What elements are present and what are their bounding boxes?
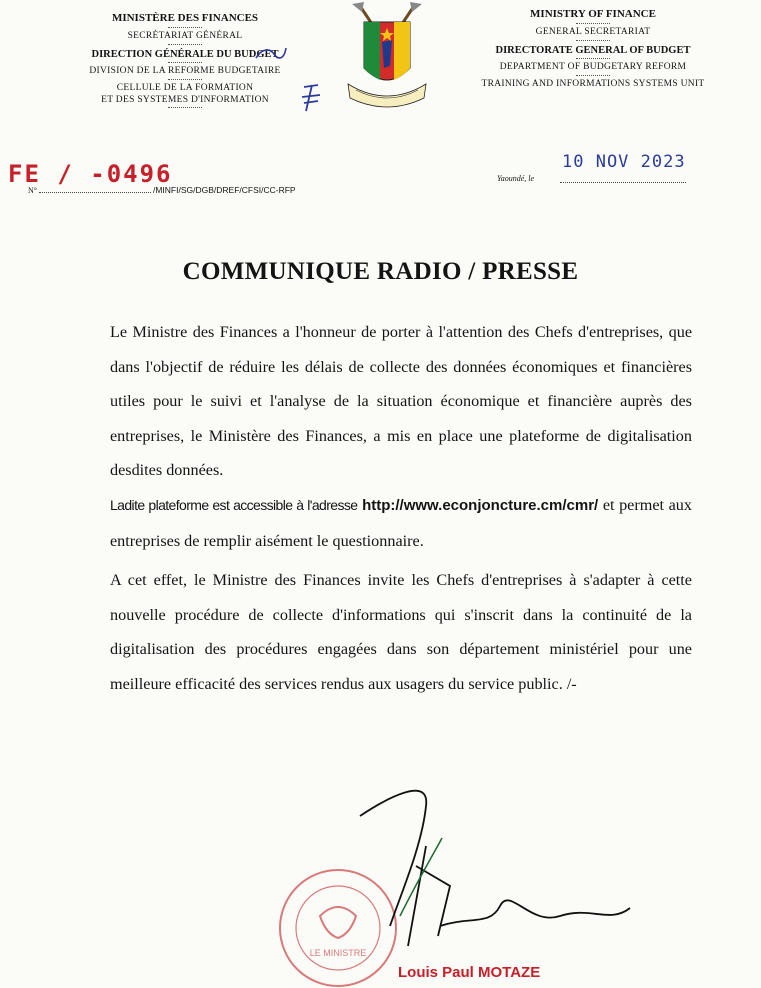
ref-prefix: N° [28, 186, 37, 195]
handwritten-mark [254, 44, 288, 64]
platform-link[interactable]: http://www.econjoncture.cm/cmr/ [362, 497, 599, 514]
header-left [50, 0, 320, 111]
directorate-fr-text: DIRECTION GÉNÉRALE DU BUDGET [91, 48, 279, 60]
directorate-fr [50, 48, 320, 61]
secretariat-en: GENERAL SECRETARIAT [535, 26, 651, 37]
directorate-en: DIRECTORATE GENERAL OF BUDGET [495, 44, 691, 56]
signatory-name: Louis Paul MOTAZE [398, 964, 541, 981]
department-en: DEPARTMENT OF BUDGETARY REFORM [499, 61, 687, 72]
date-line [560, 182, 686, 183]
divider [576, 40, 610, 41]
date-stamp: 10 NOV 2023 [562, 152, 686, 172]
ministry-fr: MINISTÈRE DES FINANCES [111, 12, 259, 24]
paragraph-2-end: et permet aux entreprises de remplir aisément le questionnaire. [110, 496, 692, 550]
ref-blank [39, 192, 151, 193]
unit-fr-line2-text: ET DES SYSTEMES D'INFORMATION [101, 94, 269, 105]
divider [168, 62, 202, 63]
divider [576, 23, 610, 24]
ministry-en: MINISTRY OF FINANCE [530, 8, 656, 20]
divider [168, 107, 202, 108]
unit-en: TRAINING AND INFORMATIONS SYSTEMS UNIT [481, 78, 705, 89]
seal-text: LE MINISTRE [309, 948, 367, 958]
reference-line [28, 185, 296, 195]
signature-icon [330, 776, 660, 966]
divider [576, 58, 610, 59]
paragraph-2 [110, 488, 692, 558]
coat-of-arms-icon [342, 0, 432, 112]
ref-suffix: /MINFI/SG/DGB/DREF/CFSI/CC-RFP [152, 185, 296, 195]
handwritten-initial [298, 83, 326, 113]
divider [576, 75, 610, 76]
unit-fr-line2 [50, 95, 320, 107]
date-label: Yaoundé, le [497, 174, 535, 183]
secretariat-fr: SECRÉTARIAT GÉNÉRAL [127, 30, 243, 41]
paragraph-1: Le Ministre des Finances a l'honneur de porter à l'attention des Chefs d'entreprises, que dans l'objectif de réduire les délais de collecte des données économiques et financières utiles pour le suivi et l'analyse de la situation économique et financière auprès des entreprises, le Ministère des Finances, a mis en place une plateforme de digitalisation desdites données. [110, 323, 692, 479]
divider [168, 27, 202, 28]
paragraph-2-start: Ladite plateforme est accessible à l'adresse [110, 497, 358, 513]
division-fr: DIVISION DE LA REFORME BUDGETAIRE [89, 65, 281, 76]
divider [168, 79, 202, 80]
unit-fr-line1: CELLULE DE LA FORMATION [116, 82, 254, 93]
ref-number: FE / -0496 [8, 160, 173, 188]
page-title: COMMUNIQUE RADIO / PRESSE [182, 258, 579, 285]
reference-stamp [8, 160, 173, 188]
paragraph-3: A cet effet, le Ministre des Finances invite les Chefs d'entreprises à s'adapter à cette nouvelle procédure de collecte d'informations qui s'inscrit dans la continuité de la digitalisation des procédures engagées dans son département ministériel pour une meilleure efficacité des services rendus aux usagers du service public. /- [110, 571, 692, 693]
header-right [448, 0, 738, 91]
divider [168, 44, 202, 45]
